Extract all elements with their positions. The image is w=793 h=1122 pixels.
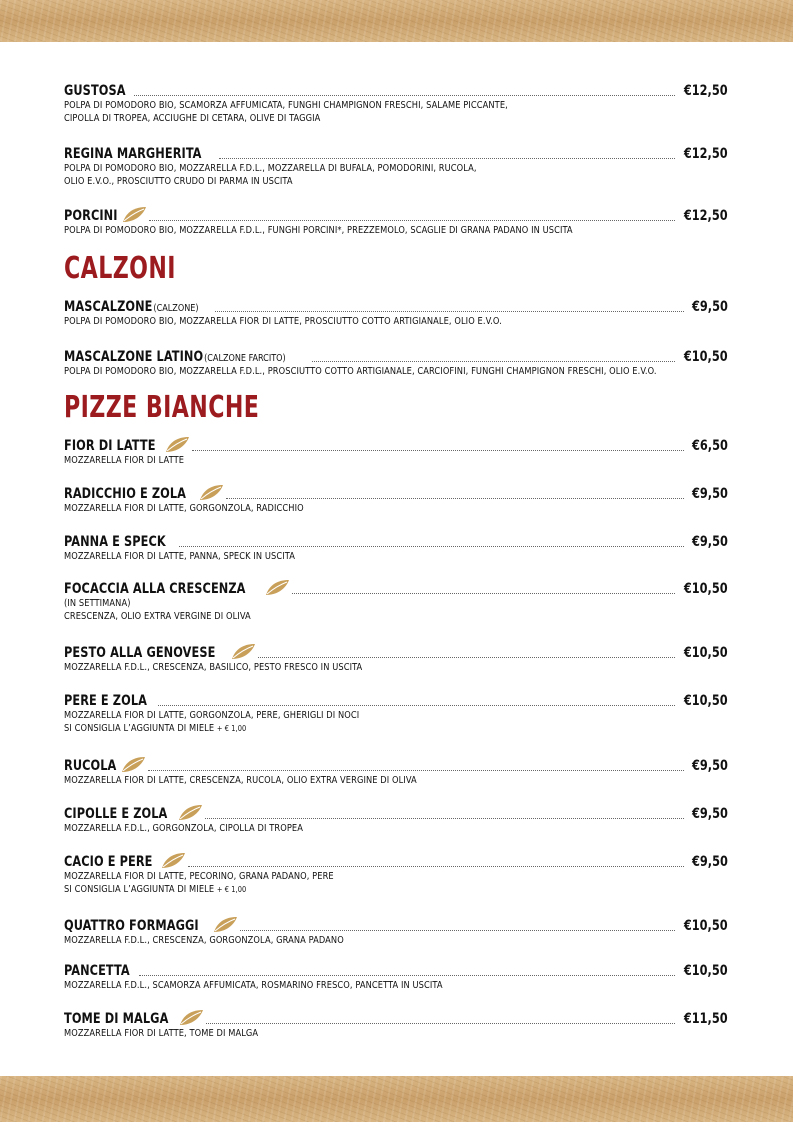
menu-item-name: MASCALZONE LATINO(CALZONE FARCITO) (64, 349, 286, 365)
menu-item-row (64, 643, 728, 661)
menu-item-name: RADICCHIO E ZOLA (64, 486, 187, 502)
menu-item-row (64, 916, 728, 934)
menu-item (64, 916, 728, 947)
menu-item (64, 756, 728, 787)
menu-item-name-wrap (64, 579, 290, 597)
menu-item-description: MOZZARELLA F.D.L., GORGONZOLA, CIPOLLA DI TROPEA (64, 823, 303, 834)
menu-item-row (64, 347, 728, 365)
dot-leader (226, 498, 685, 499)
leaf-icon (178, 1009, 204, 1027)
dot-leader (312, 361, 675, 362)
section-title-pizze-bianche: PIZZE BIANCHE (64, 390, 260, 425)
menu-item (64, 1009, 728, 1040)
menu-item-price: €10,50 (684, 349, 728, 365)
menu-item-price: €9,50 (692, 758, 728, 774)
dot-leader (206, 1023, 675, 1024)
menu-item (64, 643, 728, 674)
menu-item-description: MOZZARELLA FIOR DI LATTE, GORGONZOLA, RADICCHIO (64, 503, 304, 514)
menu-item-description: POLPA DI POMODORO BIO, MOZZARELLA F.D.L., PROSCIUTTO COTTO ARTIGIANALE, CARCIOFINI, FUNGHI CHAMPIGNON FRESCHI, OLIO E.V.O. (64, 366, 657, 377)
menu-item-name-wrap (64, 804, 203, 822)
dot-leader (148, 770, 684, 771)
menu-item-description: MOZZARELLA F.D.L., CRESCENZA, BASILICO, PESTO FRESCO IN USCITA (64, 662, 363, 673)
dot-leader (149, 220, 675, 221)
menu-item-price: €10,50 (684, 963, 728, 979)
menu-item (64, 961, 728, 992)
paper-texture-footer (0, 1076, 793, 1122)
menu-item-name: RUCOLA (64, 758, 117, 774)
menu-item-name: PANNA E SPECK (64, 534, 166, 550)
menu-item-description: MOZZARELLA F.D.L., CRESCENZA, GORGONZOLA, GRANA PADANO (64, 935, 344, 946)
menu-item-name: REGINA MARGHERITA (64, 146, 202, 162)
menu-item-name-wrap (64, 852, 186, 870)
menu-item-name: PANCETTA (64, 963, 130, 979)
menu-item-row (64, 691, 728, 709)
menu-item-description: MOZZARELLA FIOR DI LATTE, CRESCENZA, RUCOLA, OLIO EXTRA VERGINE DI OLIVA (64, 775, 417, 786)
menu-item-note: (CALZONE FARCITO) (204, 353, 286, 364)
leaf-icon (177, 804, 203, 822)
menu-item-name-wrap (64, 206, 147, 224)
menu-item-description: CIPOLLA DI TROPEA, ACCIUGHE DI CETARA, OLIVE DI TAGGIA (64, 113, 321, 124)
leaf-icon (212, 916, 238, 934)
menu-item-description: MOZZARELLA FIOR DI LATTE, PECORINO, GRANA PADANO, PERE (64, 871, 334, 882)
dot-leader (134, 95, 675, 96)
menu-item-name: PESTO ALLA GENOVESE (64, 645, 216, 661)
dot-leader (215, 311, 684, 312)
dot-leader (240, 930, 676, 931)
menu-item-description: POLPA DI POMODORO BIO, SCAMORZA AFFUMICATA, FUNGHI CHAMPIGNON FRESCHI, SALAME PICCANTE, (64, 100, 508, 111)
menu-item-row (64, 144, 728, 162)
menu-item-name: QUATTRO FORMAGGI (64, 918, 199, 934)
menu-item-description: POLPA DI POMODORO BIO, MOZZARELLA F.D.L., MOZZARELLA DI BUFALA, POMODORINI, RUCOLA, (64, 163, 477, 174)
leaf-icon (198, 484, 224, 502)
menu-item-price: €6,50 (692, 438, 728, 454)
menu-item-price: €9,50 (692, 534, 728, 550)
menu-item-price: €10,50 (684, 693, 728, 709)
menu-item-description: CRESCENZA, OLIO EXTRA VERGINE DI OLIVA (64, 611, 251, 622)
menu-item-name-wrap (64, 643, 256, 661)
addon-price: + € 1,00 (216, 885, 247, 894)
addon-text: SI CONSIGLIA L’AGGIUNTA DI MIELE (64, 723, 215, 734)
menu-item-name: CACIO E PERE (64, 854, 153, 870)
menu-item-row (64, 1009, 728, 1027)
menu-item-price: €9,50 (692, 486, 728, 502)
menu-item-description: POLPA DI POMODORO BIO, MOZZARELLA F.D.L., FUNGHI PORCINI*, PREZZEMOLO, SCAGLIE DI GRANA PADANO IN USCITA (64, 225, 573, 236)
menu-item-price: €10,50 (684, 645, 728, 661)
menu-item-name-wrap (64, 146, 217, 162)
menu-item-price: €12,50 (684, 208, 728, 224)
menu-item-name: GUSTOSA (64, 83, 126, 99)
menu-item-description: MOZZARELLA FIOR DI LATTE, TOME DI MALGA (64, 1028, 259, 1039)
menu-item-name-wrap (64, 83, 132, 99)
menu-item (64, 81, 728, 125)
dot-leader (188, 866, 684, 867)
menu-item-name-wrap (64, 756, 146, 774)
dot-leader (219, 158, 676, 159)
menu-item-name-wrap (64, 484, 224, 502)
menu-item-price: €9,50 (692, 299, 728, 315)
menu-item-description: MOZZARELLA F.D.L., SCAMORZA AFFUMICATA, ROSMARINO FRESCO, PANCETTA IN USCITA (64, 980, 443, 991)
dot-leader (179, 546, 684, 547)
menu-item-name-wrap (64, 299, 213, 315)
leaf-icon (160, 852, 186, 870)
menu-item-name-wrap (64, 1009, 204, 1027)
menu-item-row (64, 297, 728, 315)
menu-item-description: MOZZARELLA FIOR DI LATTE, GORGONZOLA, PERE, GHERIGLI DI NOCI (64, 710, 360, 721)
leaf-icon (121, 206, 147, 224)
menu-item (64, 436, 728, 467)
menu-item-price: €9,50 (692, 806, 728, 822)
menu-item (64, 532, 728, 563)
menu-item-price: €11,50 (684, 1011, 728, 1027)
paper-texture-header (0, 0, 793, 42)
menu-item-name: PORCINI (64, 208, 118, 224)
menu-item-name-wrap (64, 349, 310, 365)
menu-item (64, 484, 728, 515)
dot-leader (158, 705, 675, 706)
menu-item-name: FOCACCIA ALLA CRESCENZA (64, 581, 246, 597)
dot-leader (292, 593, 676, 594)
menu-item-price: €9,50 (692, 854, 728, 870)
menu-item-description: MOZZARELLA FIOR DI LATTE, PANNA, SPECK IN USCITA (64, 551, 295, 562)
addon-text: SI CONSIGLIA L’AGGIUNTA DI MIELE (64, 884, 215, 895)
menu-item-price: €10,50 (684, 918, 728, 934)
menu-item (64, 691, 728, 735)
menu-item-row (64, 436, 728, 454)
menu-item-price: €12,50 (684, 146, 728, 162)
menu-item-note: (CALZONE) (153, 303, 199, 314)
menu-item (64, 579, 728, 623)
menu-item-row (64, 579, 728, 597)
leaf-icon (230, 643, 256, 661)
menu-item-row (64, 81, 728, 99)
menu-item-row (64, 852, 728, 870)
menu-item-description: MOZZARELLA FIOR DI LATTE (64, 455, 185, 466)
menu-item-name: FIOR DI LATTE (64, 438, 156, 454)
leaf-icon (264, 579, 290, 597)
menu-item-name-wrap (64, 916, 238, 934)
menu-item-description: POLPA DI POMODORO BIO, MOZZARELLA FIOR DI LATTE, PROSCIUTTO COTTO ARTIGIANALE, OLIO E.V.O. (64, 316, 502, 327)
leaf-icon (164, 436, 190, 454)
menu-item-price: €12,50 (684, 83, 728, 99)
menu-item-row (64, 756, 728, 774)
menu-item-name: MASCALZONE(CALZONE) (64, 299, 199, 315)
dot-leader (205, 818, 684, 819)
leaf-icon (120, 756, 146, 774)
addon-price: + € 1,00 (216, 724, 247, 733)
menu-item-name-wrap (64, 534, 177, 550)
section-title-calzoni: CALZONI (64, 251, 176, 286)
menu-item (64, 206, 728, 237)
menu-item-row (64, 206, 728, 224)
menu-item-price: €10,50 (684, 581, 728, 597)
menu-item (64, 347, 728, 378)
menu-item-description: (IN SETTIMANA) (64, 598, 131, 609)
menu-item-name-wrap (64, 963, 137, 979)
menu-item (64, 852, 728, 896)
menu-item-addon (64, 722, 675, 735)
menu-item-row (64, 484, 728, 502)
menu-item (64, 144, 728, 188)
menu-item (64, 297, 728, 328)
menu-item-addon (64, 883, 675, 896)
menu-item-name: CIPOLLE E ZOLA (64, 806, 168, 822)
dot-leader (192, 450, 684, 451)
menu-item-name: TOME DI MALGA (64, 1011, 169, 1027)
menu-item-description: OLIO E.V.O., PROSCIUTTO CRUDO DI PARMA IN USCITA (64, 176, 293, 187)
menu-item-name-wrap (64, 693, 156, 709)
menu-item-name: PERE E ZOLA (64, 693, 148, 709)
menu-item-row (64, 804, 728, 822)
menu-item (64, 804, 728, 835)
menu-item-name-wrap (64, 436, 190, 454)
menu-item-row (64, 961, 728, 979)
dot-leader (258, 657, 675, 658)
menu-item-row (64, 532, 728, 550)
dot-leader (139, 975, 675, 976)
